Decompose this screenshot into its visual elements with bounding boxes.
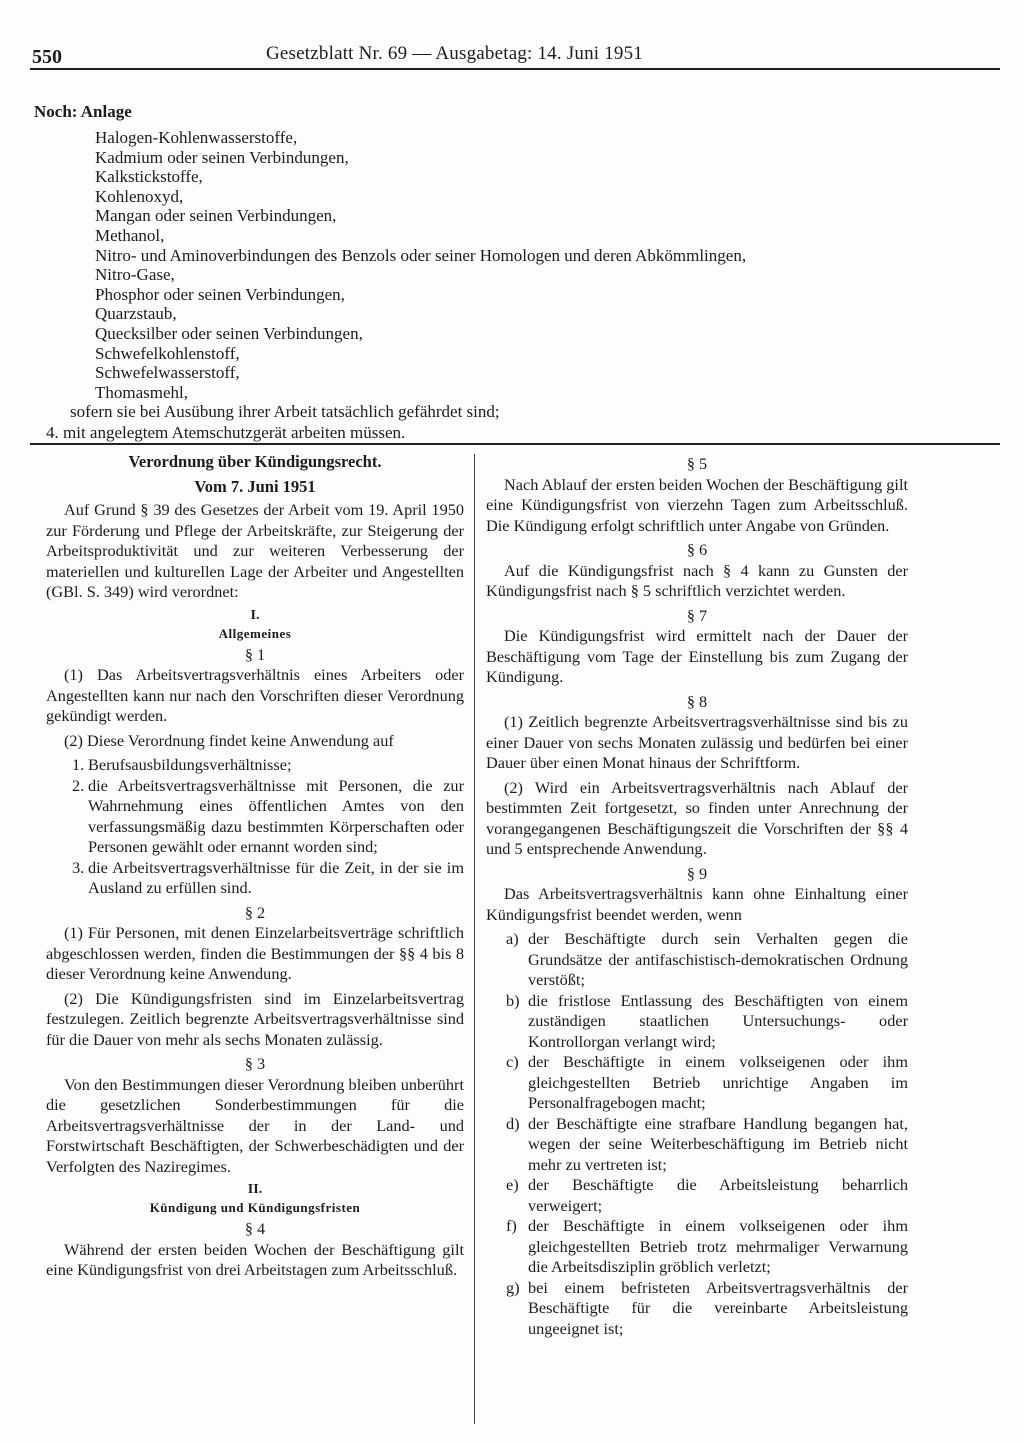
item-text: die Arbeitsvertragsverhältnisse für die Zeit, in der sie im Ausland zu erfüllen sind. [88, 857, 464, 897]
section-heading: § 2 [244, 902, 266, 922]
item-number: 3. [72, 857, 85, 877]
item-number: 2. [72, 775, 85, 795]
list-item: Thomasmehl, [95, 382, 189, 402]
list-item [486, 1216, 908, 1278]
part-number: I. [250, 607, 260, 623]
paragraph: Während der ersten beiden Wochen der Beschäftigung gilt eine Kündigungsfrist von drei Arbeitstagen zum Arbeitsschluß. [46, 1239, 464, 1279]
section-heading: § 6 [686, 540, 708, 559]
list-item [486, 1052, 908, 1114]
running-title: Gesetzblatt Nr. 69 — Ausgabetag: 14. Juni 1951 [266, 43, 644, 64]
annex-condition: sofern sie bei Ausübung ihrer Arbeit tatsächlich gefährdet sind; [70, 402, 500, 421]
list-item: Kalkstickstoffe, [95, 167, 203, 187]
part-title: Allgemeines [218, 625, 292, 641]
annex-title: Noch: Anlage [34, 102, 132, 121]
item-letter: f) [506, 1216, 517, 1235]
item-text: bei einem befristeten Arbeitsvertragsverhältnis der Beschäftigte für die vereinbarte Arbeitsleistung ungeeignet ist; [528, 1277, 908, 1338]
paragraph: (1) Das Arbeitsvertragsverhältnis eines Arbeiters oder Angestellten kann nur nach den Vorschriften dieser Verordnung gekündigt werden. [46, 665, 464, 725]
lettered-list [486, 929, 908, 1339]
section-heading: § 1 [244, 644, 266, 664]
part-title: Kündigung und Kündigungsfristen [149, 1200, 361, 1215]
list-item: Methanol, [95, 225, 165, 245]
paragraph: Auf die Kündigungsfrist nach § 4 kann zu Gunsten der Kündigungsfrist nach § 5 schriftlich verzichtet werden. [486, 560, 908, 600]
list-item: Nitro- und Aminoverbindungen des Benzols oder seiner Homologen und deren Abkömmlingen, [95, 245, 747, 265]
decree-title: Verordnung über Kündigungsrecht. [128, 452, 382, 471]
item-text: Berufsausbildungsverhältnisse; [88, 755, 292, 774]
section-heading: § 5 [686, 454, 708, 473]
section-heading: § 7 [686, 605, 708, 625]
list-item: Nitro-Gase, [95, 265, 175, 285]
list-item: Mangan oder seinen Verbindungen, [95, 206, 337, 226]
paragraph: Nach Ablauf der ersten beiden Wochen der Beschäftigung gilt eine Kündigungsfrist von vierzehn Tagen zum Arbeitsschluß. Die Kündigung erfolgt schriftlich unter Angabe von Gründen. [486, 474, 908, 535]
list-item: Schwefelwasserstoff, [95, 363, 240, 383]
list-item [486, 991, 908, 1053]
substance-list [95, 128, 746, 402]
paragraph: Das Arbeitsvertragsverhältnis kann ohne Einhaltung einer Kündigungsfrist beendet werden, wenn [486, 884, 908, 924]
list-item: Kadmium oder seinen Verbindungen, [95, 147, 349, 167]
item-letter: d) [506, 1113, 520, 1133]
item-text: der Beschäftigte eine strafbare Handlung begangen hat, wegen der seine Weiterbeschäftigung im Betrieb nicht mehr zu vertreten ist; [528, 1113, 908, 1174]
paragraph: (1) Zeitlich begrenzte Arbeitsvertragsverhältnisse sind bis zu einer Dauer von sechs Monaten zulässig und bedürfen bei einer Dauer über einen Monat hinaus der Schriftform. [486, 712, 908, 772]
item-letter: a) [506, 929, 519, 948]
item-text: die Arbeitsvertragsverhältnisse mit Personen, die zur Wahrnehmung eines öffentlichen Amtes von den verfassungsmäßig dazu bestimmten Körperschaften oder Personen gewählt oder ernannt worden sind; [88, 775, 464, 856]
list-item [486, 1278, 908, 1340]
list-item [486, 1175, 908, 1216]
section-heading: § 9 [686, 863, 708, 883]
list-item: Quarzstaub, [95, 304, 177, 324]
left-column [46, 452, 464, 1285]
item-text: der Beschäftigte in einem volkseigenen oder ihm gleichgestellten Betrieb unrichtige Angaben im Personalfragebogen macht; [528, 1052, 908, 1112]
annex-item-4: 4. mit angelegtem Atemschutzgerät arbeiten müssen. [46, 423, 406, 442]
item-text: der Beschäftigte in einem volkseigenen oder ihm gleichgestellten Betrieb trotz mehrmaliger Verwarnung die Arbeitsdisziplin gröblich verletzt; [528, 1216, 908, 1276]
list-item [486, 929, 908, 991]
column-separator [474, 454, 475, 1424]
section-rule [30, 443, 1000, 445]
list-item: Schwefelkohlenstoff, [95, 343, 240, 363]
item-number: 1. [72, 755, 85, 774]
paragraph: (1) Für Personen, mit denen Einzelarbeitsverträge schriftlich abgeschlossen werden, finden die Bestimmungen der §§ 4 bis 8 dieser Verordnung keine Anwendung. [46, 923, 464, 983]
paragraph: (2) Diese Verordnung findet keine Anwendung auf [64, 730, 394, 750]
decree-date: Vom 7. Juni 1951 [194, 476, 316, 496]
list-item [46, 755, 464, 776]
item-text: der Beschäftigte die Arbeitsleistung beharrlich verweigert; [528, 1175, 908, 1215]
item-letter: g) [506, 1277, 520, 1297]
item-letter: c) [506, 1052, 519, 1071]
item-letter: b) [506, 990, 520, 1010]
paragraph: Die Kündigungsfrist wird ermittelt nach der Dauer der Beschäftigung vom Tage der Einstellung bis zum Zugang der Kündigung. [486, 626, 908, 686]
part-number: II. [247, 1182, 263, 1197]
section-heading: § 4 [244, 1219, 266, 1238]
item-text: die fristlose Entlassung des Beschäftigten von einem zuständigen staatlichen Untersuchungs- oder Kontrollorgan verlangt wird; [528, 990, 908, 1051]
header-rule [30, 68, 1000, 70]
item-letter: e) [506, 1175, 519, 1194]
paragraph: (2) Wird ein Arbeitsvertragsverhältnis nach Ablauf der bestimmten Zeit fortgesetzt, so finden unter Anrechnung der vorangegangenen Beschäftigungszeit die Vorschriften der §§ 4 und 5 entsprechende Anwendung. [486, 777, 908, 858]
section-heading: § 3 [244, 1054, 266, 1073]
page-number: 550 [32, 46, 62, 68]
list-item: Quecksilber oder seinen Verbindungen, [95, 323, 363, 343]
numbered-list [46, 755, 464, 899]
list-item: Halogen-Kohlenwasserstoffe, [95, 128, 298, 147]
preamble: Auf Grund § 39 des Gesetzes der Arbeit vom 19. April 1950 zur Förderung und Pflege der Arbeitskräfte, zur Steigerung der Arbeitsproduktivität und zur weiteren Verbesserung der materiellen und kulturellen Lage der Arbeiter und Angestellten (GBl. S. 349) wird verordnet: [46, 500, 464, 601]
paragraph: (2) Die Kündigungsfristen sind im Einzelarbeitsvertrag festzulegen. Zeitlich begrenzte Arbeitsvertragsverhältnisse sind für die Dauer von mehr als sechs Monaten zulässig. [46, 988, 464, 1049]
section-heading: § 8 [686, 691, 708, 711]
list-item [46, 776, 464, 858]
item-text: der Beschäftigte durch sein Verhalten gegen die Grundsätze der antifaschistisch-demokratischen Ordnung verstößt; [528, 929, 908, 989]
list-item: Phosphor oder seinen Verbindungen, [95, 284, 345, 304]
list-item: Kohlenoxyd, [95, 186, 184, 206]
list-item [46, 858, 464, 899]
right-column [486, 452, 908, 1343]
list-item [486, 1114, 908, 1176]
paragraph: Von den Bestimmungen dieser Verordnung bleiben unberührt die gesetzlichen Sonderbestimmungen für die Arbeitsvertragsverhältnisse der in der Land- und Forstwirtschaft Beschäftigten, der Schwerbeschädigten und der Verfolgten des Naziregimes. [46, 1074, 464, 1176]
